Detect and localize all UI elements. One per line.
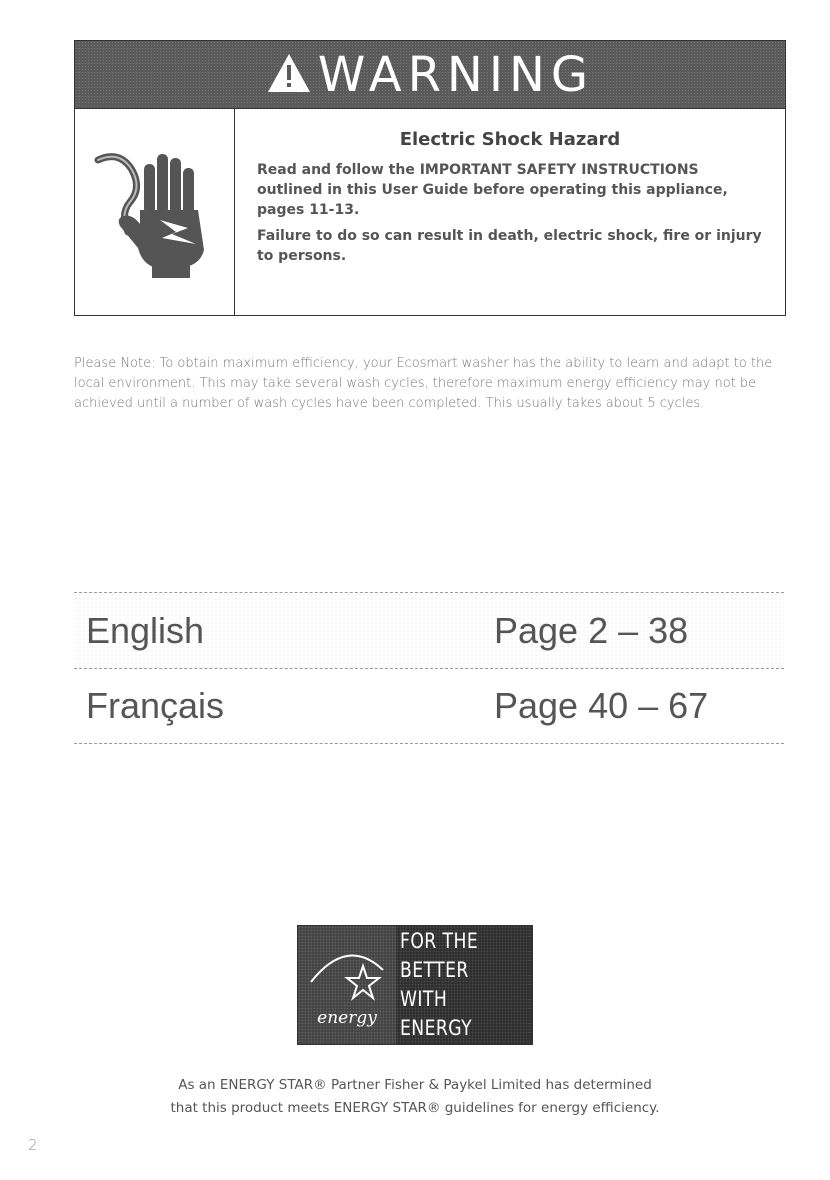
language-name: Français: [86, 685, 225, 726]
warning-text-cell: [235, 109, 785, 315]
slogan-line: BETTER WITH: [400, 958, 469, 1011]
partner-line: that this product meets ENERGY STAR® guidelines for energy efficiency.: [170, 1100, 660, 1116]
language-row-english: [74, 592, 784, 668]
warning-box: [74, 40, 786, 316]
language-page-range: Page 40 – 67: [494, 685, 709, 726]
energy-star-script: energy: [317, 1008, 377, 1028]
warning-title: WARNING: [317, 46, 595, 103]
language-page-range: Page 2 – 38: [494, 609, 689, 651]
language-row-french: [74, 668, 784, 744]
hazard-title: Electric Shock Hazard: [399, 129, 621, 150]
icon-cell: [75, 109, 235, 315]
energy-star-logo: [297, 900, 533, 1069]
warning-triangle-icon: [266, 52, 312, 98]
slogan-line: CHANGE FOR THE: [400, 900, 479, 953]
page-number: 2: [28, 1136, 38, 1154]
language-index: [74, 592, 784, 744]
efficiency-note: Please Note: To obtain maximum efficiency, your Ecosmart washer has the ability to learn and adapt to the local environment. This may take several wash cycles, therefore maximum energy efficiency may not be achieved until a number of wash cycles have been completed. This usually takes about 5 cycles.: [74, 356, 773, 411]
slogan-line: ENERGY STAR: [400, 1016, 473, 1069]
energy-star-icon: [298, 926, 396, 1044]
safety-instructions-text: Read and follow the IMPORTANT SAFETY INSTRUCTIONS outlined in this User Guide before operating this appliance, pages 11-13.: [257, 162, 728, 218]
warning-header: [75, 41, 785, 109]
energy-star-partner-statement: [74, 1074, 756, 1120]
language-name: English: [86, 609, 205, 651]
failure-consequence-text: Failure to do so can result in death, electric shock, fire or injury to persons.: [257, 228, 762, 264]
partner-line: As an ENERGY STAR® Partner Fisher & Paykel Limited has determined: [178, 1077, 652, 1093]
energy-star-slogan: [396, 900, 532, 1069]
electric-shock-hand-icon: [90, 140, 220, 284]
